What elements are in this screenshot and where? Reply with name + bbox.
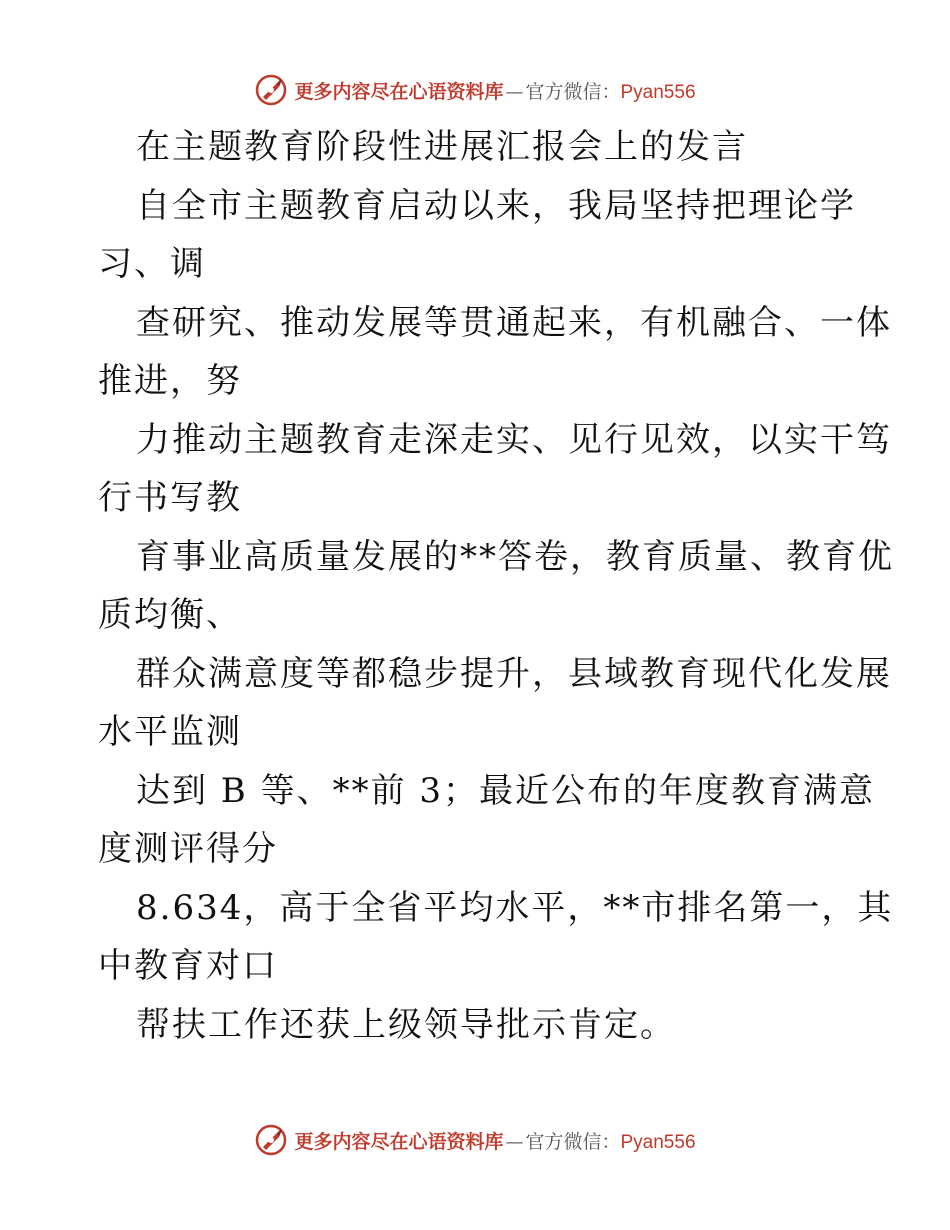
quill-pen-logo-icon [254, 73, 288, 107]
paragraph-line: 中教育对口 [98, 946, 278, 986]
banner-wechat-label: 官方微信： [525, 80, 621, 103]
banner-wechat-id: Pyan556 [620, 81, 696, 103]
paragraph-line: 群众满意度等都稳步提升，县域教育现代化发展 [136, 653, 892, 694]
header-banner [0, 70, 950, 110]
quill-pen-logo-icon [254, 1123, 288, 1157]
document-body [98, 118, 894, 1054]
banner-text [294, 77, 695, 104]
banner-main-text: 更多内容尽在心语资料库 [294, 1130, 504, 1153]
paragraph-line: 自全市主题教育启动以来，我局坚持把理论学 [136, 185, 856, 226]
paragraph-line: 行书写教 [98, 478, 242, 518]
paragraph-line: 质均衡、 [98, 595, 242, 635]
paragraph-line: 达到 B 等、**前 3；最近公布的年度教育满意 [136, 770, 876, 811]
banner-dash: — [505, 1131, 524, 1153]
banner-text [294, 1127, 695, 1154]
paragraph-line: 推进，努 [98, 361, 242, 401]
footer-banner [0, 1120, 950, 1160]
banner-main-text: 更多内容尽在心语资料库 [294, 80, 504, 103]
banner-dash: — [505, 81, 524, 103]
paragraph-line: 力推动主题教育走深走实、见行见效，以实干笃 [136, 419, 892, 460]
paragraph-line: 度测评得分 [98, 829, 278, 869]
paragraph-line: 水平监测 [98, 712, 242, 752]
banner-wechat-id: Pyan556 [620, 1131, 696, 1153]
paragraph-line: 育事业高质量发展的**答卷，教育质量、教育优 [136, 536, 894, 577]
paragraph-line: 查研究、推动发展等贯通起来，有机融合、一体 [136, 302, 892, 343]
banner-wechat-label: 官方微信： [525, 1130, 621, 1153]
paragraph-line: 帮扶工作还获上级领导批示肯定。 [136, 1004, 676, 1045]
document-title: 在主题教育阶段性进展汇报会上的发言 [136, 127, 748, 167]
paragraph-line: 习、调 [98, 244, 206, 284]
paragraph-line: 8.634，高于全省平均水平，**市排名第一，其 [136, 887, 894, 928]
